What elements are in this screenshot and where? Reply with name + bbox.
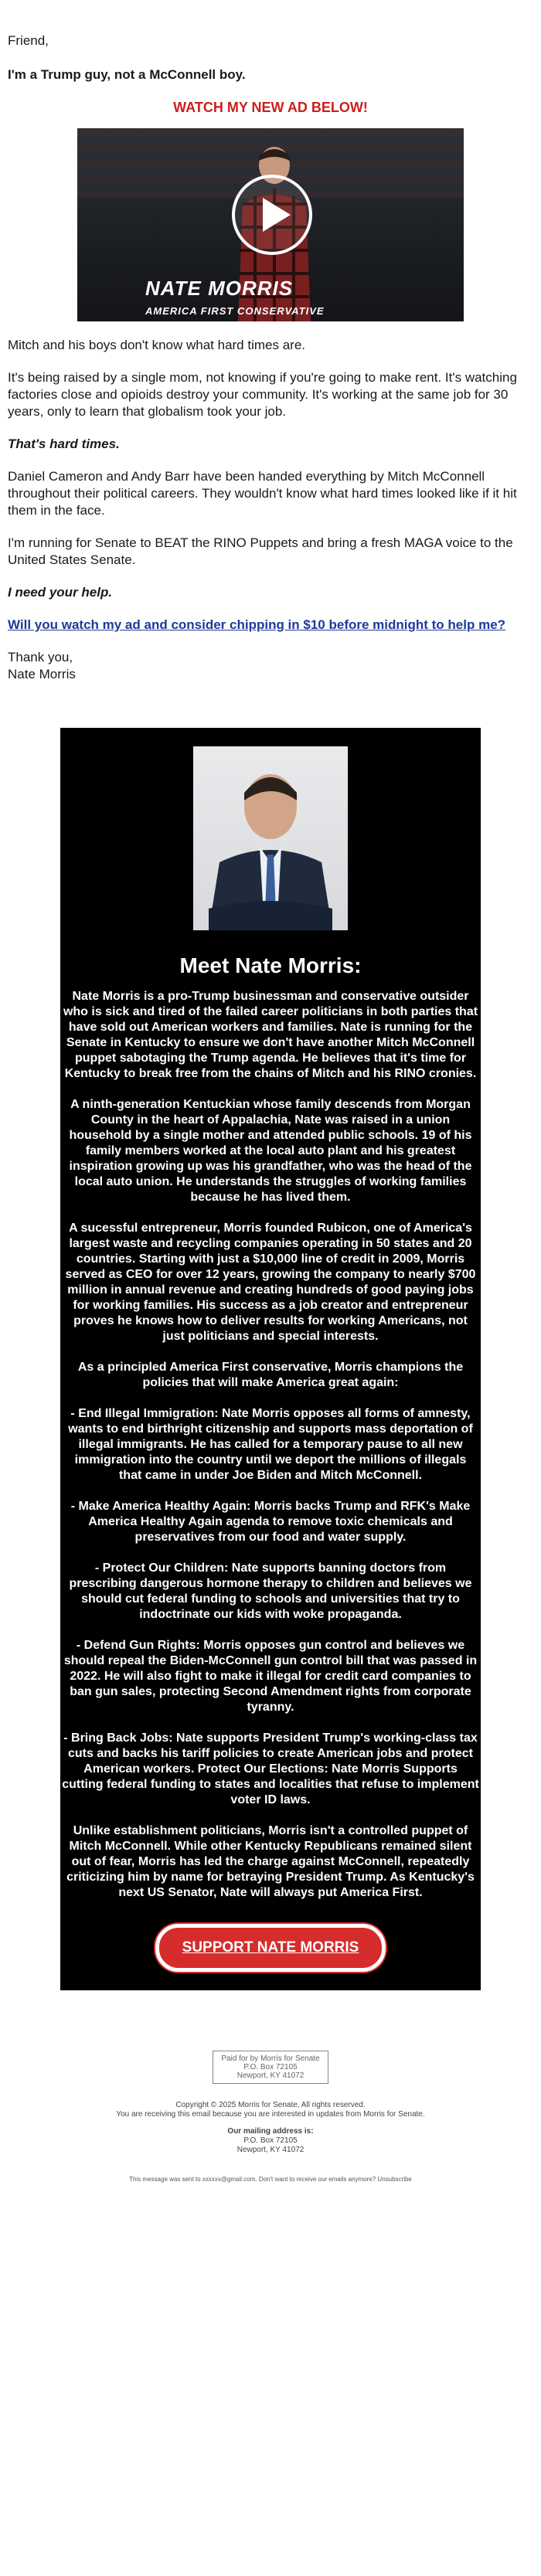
bio-paragraph: Unlike establishment politicians, Morris isn't a controlled puppet of Mitch McConnell. While other Kentucky Republicans remained silent out of fear, Morris has led the charge against McConnell, repeatedly criticizing him by name for betraying President Trump. As Kentucky's next US Senator, Nate will always put America First. (66, 1824, 475, 1899)
bio-title: Meet Nate Morris: (179, 953, 362, 977)
bio-paragraph: - Protect Our Children: Nate supports banning doctors from prescribing dangerous hormone therapy to children and believes we should cut federal funding to schools and universities that try to indoctrinate our kids with woke propaganda. (69, 1562, 472, 1621)
paragraph-3: That's hard times. (8, 437, 120, 451)
mailing-line: P.O. Box 72105 (243, 2136, 298, 2145)
donate-link[interactable]: Will you watch my ad and consider chipping in $10 before midnight to help me? (8, 617, 506, 632)
greeting: Friend, (8, 33, 49, 48)
bio-paragraph: A ninth-generation Kentuckian whose family descends from Morgan County in the heart of Appalachia, Nate was raised in a union household by a single mother and attended public schools. 19 of his family members worked at the local auto plant and his greatest inspiration growing up was his grandfather, who was the head of the local auto union. He understands the struggles of working families because he has lived them. (69, 1098, 472, 1204)
mailing-label: Our mailing address is: (227, 2127, 314, 2136)
paragraph-1: Mitch and his boys don't know what hard times are. (8, 338, 305, 352)
bio-paragraph: Nate Morris is a pro-Trump businessman and conservative outsider who is sick and tired of the failed career politicians in both parties that have sold out American workers and families. Nate is running for the Senate in Kentucky to ensure we don't have another Mitch McConnell puppet sabotaging the Trump agenda. He believes that it's time for Kentucky to break free from the chains of Mitch and his RINO cronies. (63, 990, 478, 1080)
paid-for-badge (213, 2051, 328, 2084)
email-body (0, 0, 541, 683)
copyright: Copyright © 2025 Morris for Senate, All rights reserved. (175, 2101, 366, 2109)
bio-paragraph: - Bring Back Jobs: Nate supports President Trump's working-class tax cuts and backs his tariff policies to create American jobs and protect American workers. Protect Our Elections: Nate Morris Supports cutting federal funding to states and localities that refuse to implement voter ID laws. (62, 1731, 479, 1806)
paragraph-5: I'm running for Senate to BEAT the RINO Puppets and bring a fresh MAGA voice to the United States Senate. (8, 535, 513, 567)
paid-line: Paid for by Morris for Senate (221, 2054, 320, 2063)
bio-paragraph: - Make America Healthy Again: Morris backs Trump and RFK's Make America Healthy Again agenda to remove toxic chemicals and preservatives from our food and water supply. (70, 1500, 471, 1544)
intro-line: I'm a Trump guy, not a McConnell boy. (8, 67, 246, 82)
support-button[interactable]: SUPPORT NATE MORRIS (155, 1924, 386, 1972)
receiving-reason: You are receiving this email because you are interested in updates from Morris for Senate. (116, 2110, 425, 2119)
bio-section (60, 728, 481, 1990)
video-name-overlay: NATE MORRIS (145, 277, 294, 300)
play-button[interactable] (232, 175, 312, 255)
video-thumbnail[interactable] (77, 128, 464, 321)
bio-paragraph: - End Illegal Immigration: Nate Morris opposes all forms of amnesty, wants to end birthright citizenship and supports mass deportation of illegal immigrants. He has called for a temporary pause to all new immigration into the country until we deport the millions of illegals that came in under Joe Biden and Mitch McConnell. (68, 1407, 473, 1482)
candidate-portrait (193, 746, 348, 930)
bio-paragraph: A sucessful entrepreneur, Morris founded Rubicon, one of America's largest waste and recycling companies operating in 50 states and 20 countries. Starting with just a $10,000 line of credit in 2009, Morris served as CEO for over 12 years, growing the company to nearly $700 million in annual revenue and creating hundreds of good paying jobs for working families. His success as a job creator and entrepreneur proves he knows how to deliver results for working Americans, not just politicians and special interests. (65, 1222, 476, 1343)
paid-line: Newport, KY 41072 (236, 2071, 305, 2080)
paragraph-2: It's being raised by a single mom, not knowing if you're going to make rent. It's watching factories close and opioids destroy your community. It's working at the same job for 30 years, only to learn that globalism took your job. (8, 370, 517, 419)
bio-paragraph: - Defend Gun Rights: Morris opposes gun control and believes we should repeal the Biden-McConnell gun control bill that was passed in 2022. He will also fight to make it illegal for credit card companies to ban gun sales, protecting Second Amendment rights from corporate tyranny. (63, 1639, 478, 1714)
paid-line: P.O. Box 72105 (243, 2063, 298, 2071)
signature: Nate Morris (8, 667, 76, 681)
video-heading: WATCH MY NEW AD BELOW! (173, 100, 368, 115)
video-sub-overlay: AMERICA FIRST CONSERVATIVE (145, 305, 325, 317)
paragraph-6: I need your help. (8, 585, 113, 600)
signoff: Thank you, (8, 650, 73, 664)
footer (0, 2051, 541, 2184)
unsubscribe-line[interactable]: This message was sent to xxxxxx@gmail.com. Don't want to receive our emails anymore? Unsubscribe (129, 2176, 412, 2183)
bio-paragraph: As a principled America First conservative, Morris champions the policies that will make America great again: (77, 1361, 464, 1389)
mailing-line: Newport, KY 41072 (236, 2146, 305, 2154)
paragraph-4: Daniel Cameron and Andy Barr have been handed everything by Mitch McConnell throughout their political careers. They wouldn't know what hard times looked like if it hit them in the face. (8, 469, 517, 518)
